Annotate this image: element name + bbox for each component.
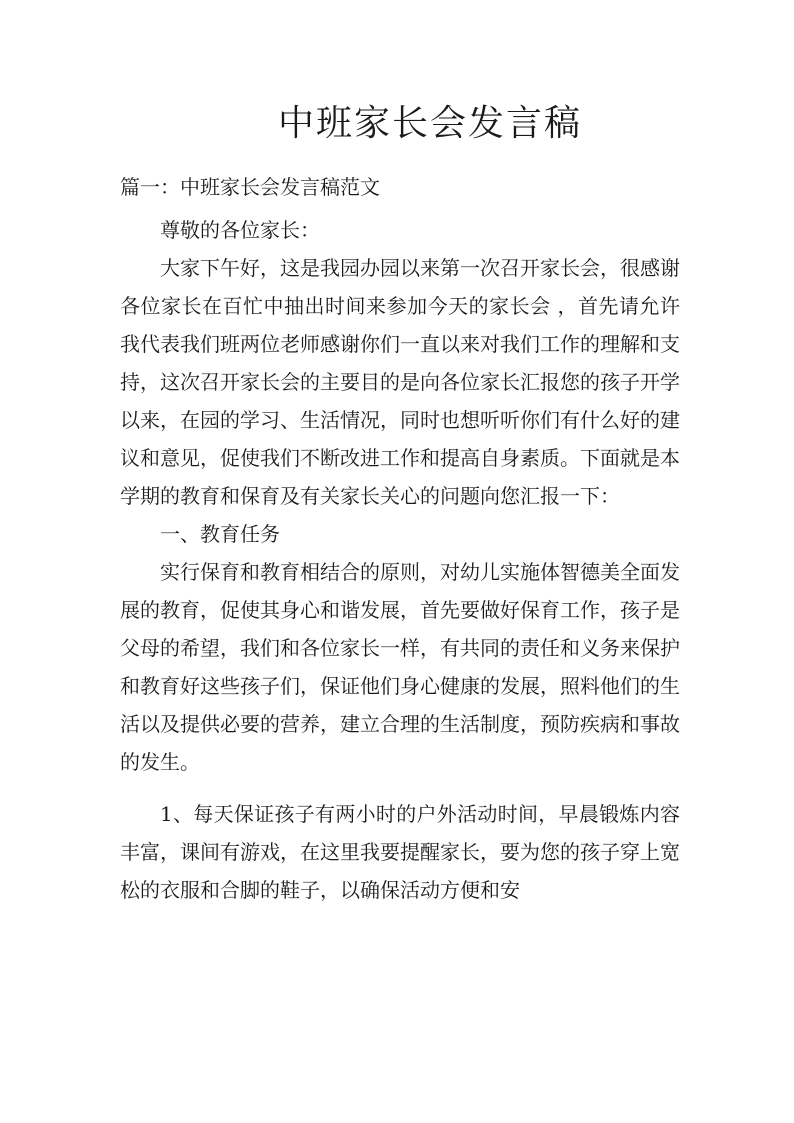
list-item: 1、每天保证孩子有两小时的户外活动时间，早晨锻炼内容丰富，课间有游戏，在这里我要提醒家长，要为您的孩子穿上宽松的衣服和合脚的鞋子，以确保活动方便和安 <box>120 802 680 902</box>
document-subtitle: 篇一：中班家长会发言稿范文 <box>120 175 380 199</box>
intro-paragraph: 大家下午好，这是我园办园以来第一次召开家长会，很感谢各位家长在百忙中抽出时间来参加今天的家长会 ，首先请允许我代表我们班两位老师感谢你们一直以来对我们工作的理解和支持，这次召开家长会的主要目的是向各位家长汇报您的孩子开学以来，在园的学习、生活情况，同时也想听听你们有什么好的建议和意见，促使我们不断改进工作和提高自身素质。下面就是本学期的教育和保育及有关家长关心的问题向您汇报一下： <box>120 256 680 508</box>
document-body <box>120 211 680 909</box>
section-paragraph: 实行保育和教育相结合的原则，对幼儿实施体智德美全面发展的教育，促使其身心和谐发展，首先要做好保育工作，孩子是父母的希望，我们和各位家长一样，有共同的责任和义务来保护和教育好这些孩子们，保证他们身心健康的发展，照料他们的生活以及提供必要的营养，建立合理的生活制度，预防疾病和事故的发生。 <box>120 560 680 774</box>
salutation: 尊敬的各位家长： <box>160 218 320 242</box>
document-title: 中班家长会发言稿 <box>277 103 582 144</box>
section-heading: 一、教育任务 <box>160 522 280 546</box>
